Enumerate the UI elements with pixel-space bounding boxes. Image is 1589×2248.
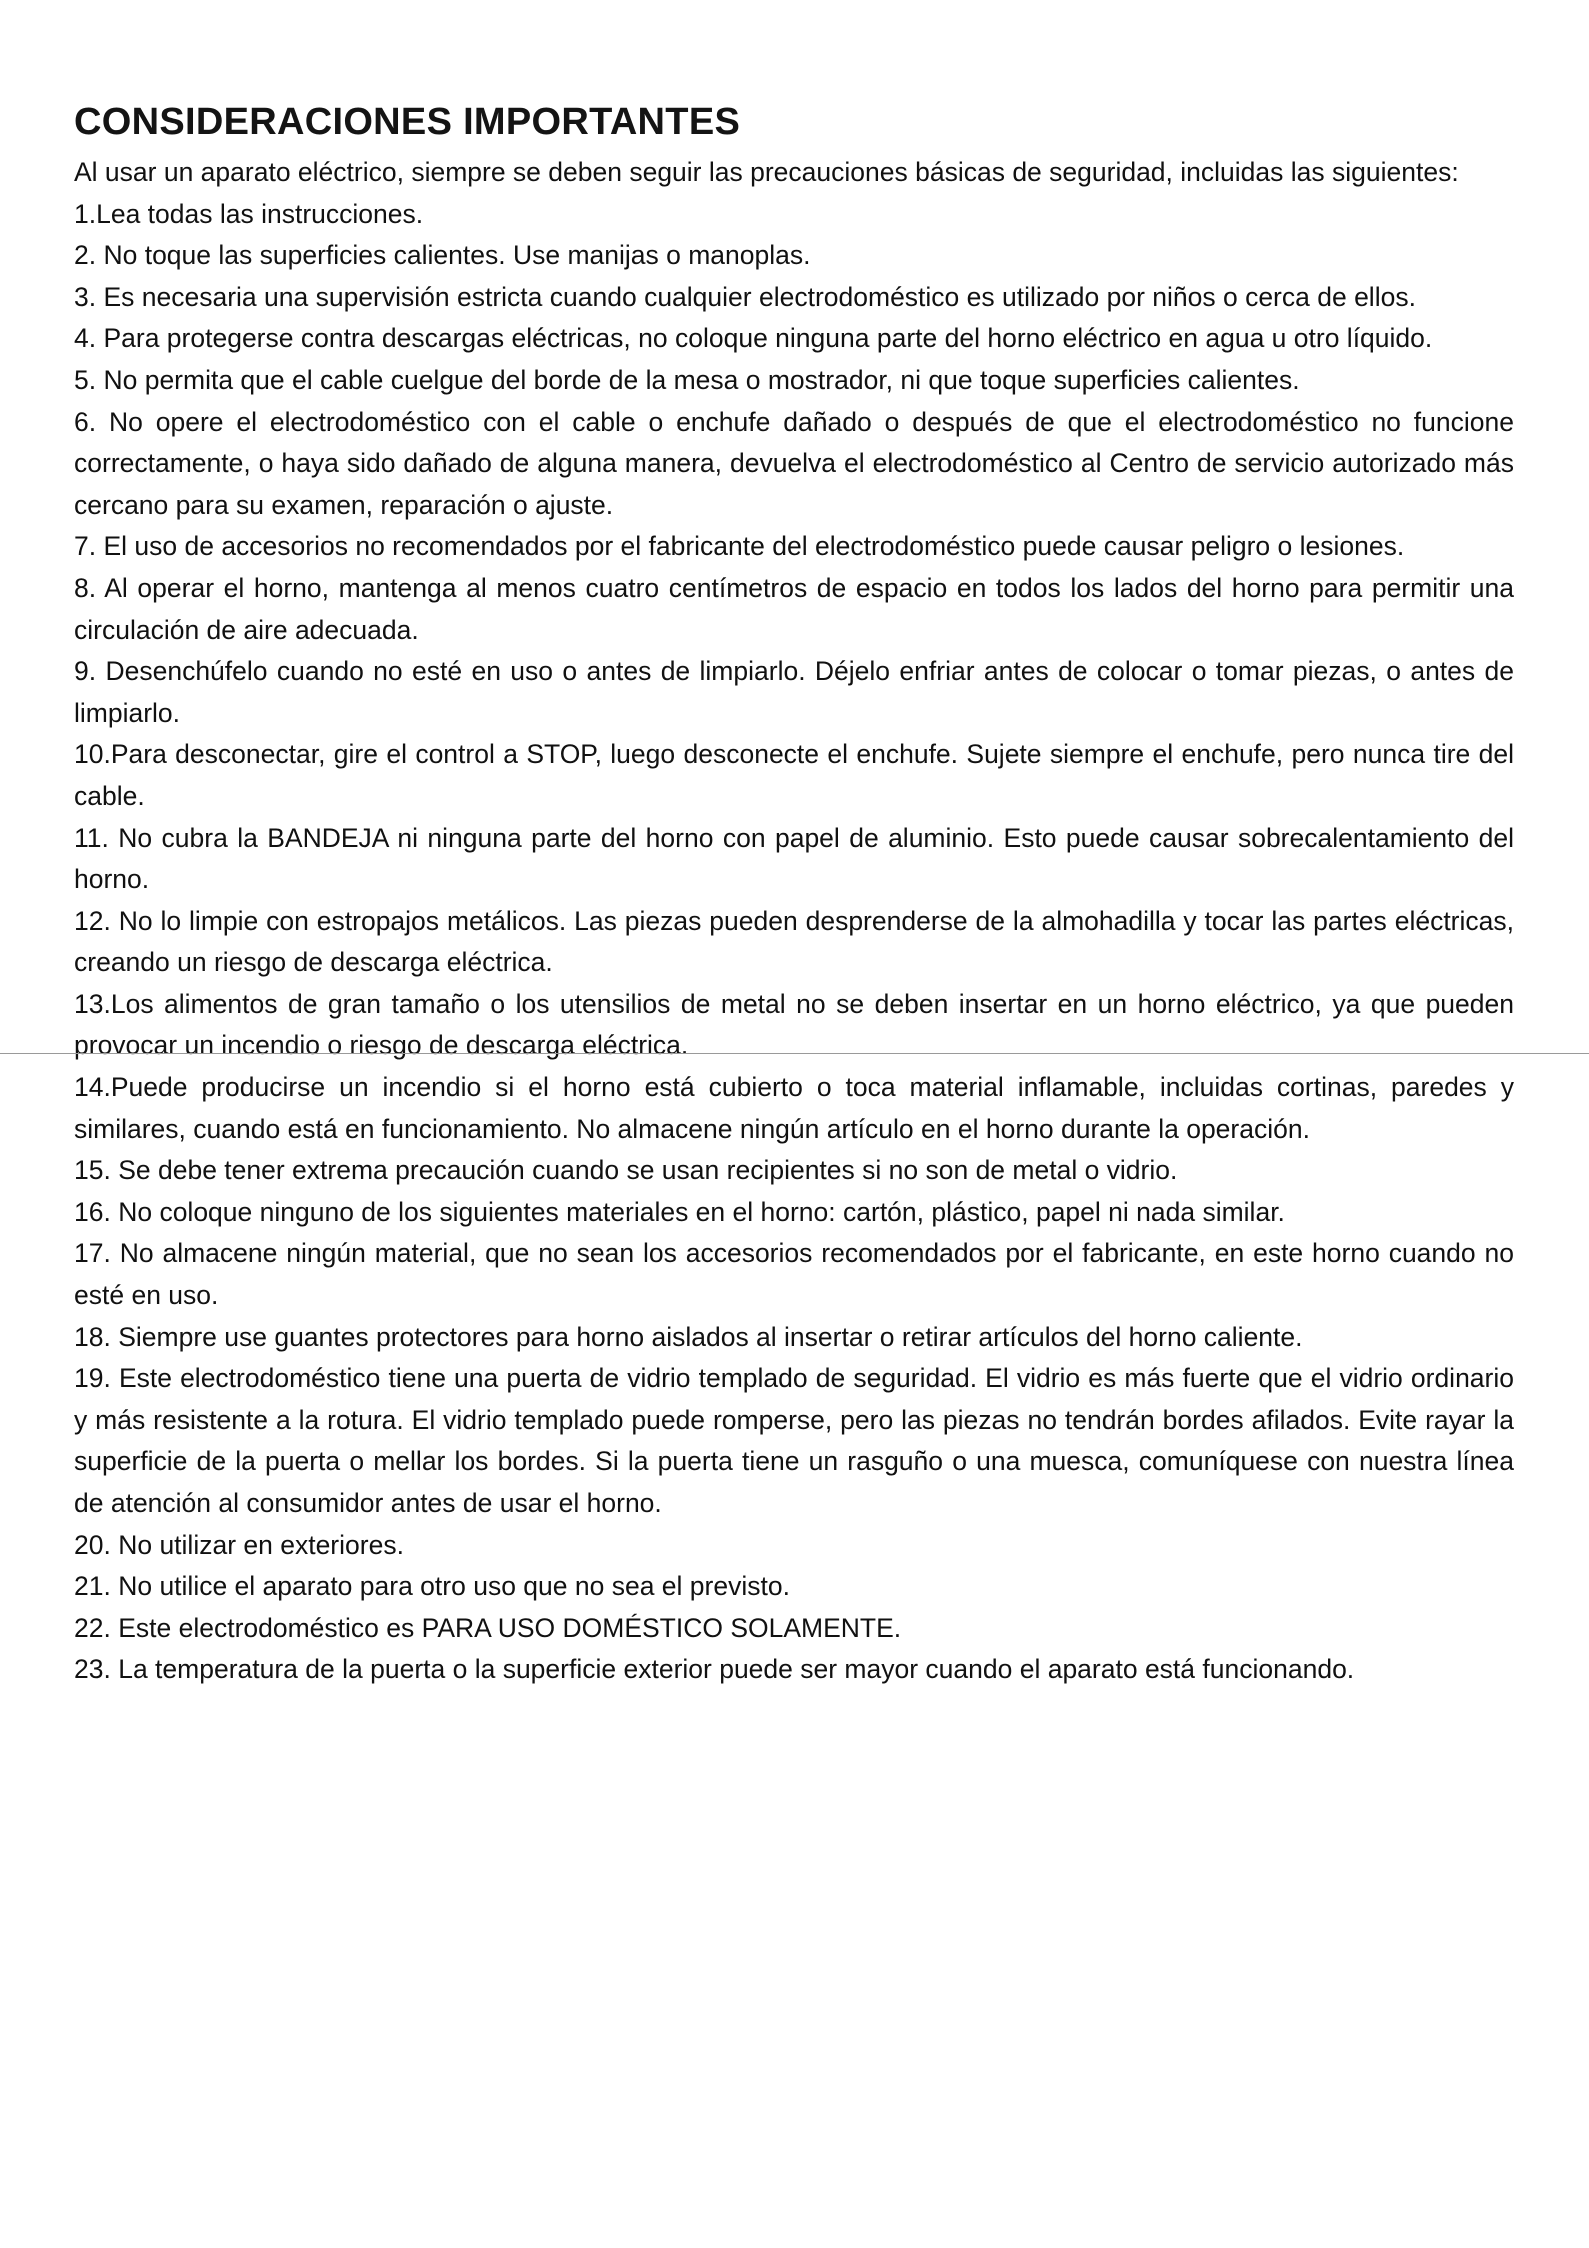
list-item: 20. No utilizar en exteriores. — [74, 1529, 404, 1560]
list-item: 7. El uso de accesorios no recomendados por el fabricante del electrodoméstico puede causar peligro o lesiones. — [74, 531, 1405, 562]
list-item: 12. No lo limpie con estropajos metálicos. Las piezas pueden desprenderse de la almohadilla y tocar las partes eléctricas, creando un riesgo de descarga eléctrica. — [74, 905, 1514, 978]
list-item: 15. Se debe tener extrema precaución cuando se usan recipientes si no son de metal o vidrio. — [74, 1155, 1178, 1186]
precautions-list — [74, 194, 1514, 1691]
list-item: 13.Los alimentos de gran tamaño o los utensilios de metal no se deben insertar en un horno eléctrico, ya que pueden provocar un incendio o riesgo de descarga eléctrica. — [74, 988, 1514, 1061]
list-item: 16. No coloque ninguno de los siguientes materiales en el horno: cartón, plástico, papel ni nada similar. — [74, 1196, 1285, 1227]
list-item: 10.Para desconectar, gire el control a STOP, luego desconecte el enchufe. Sujete siempre el enchufe, pero nunca tire del cable. — [74, 739, 1514, 811]
document-page — [74, 100, 1514, 1691]
intro-paragraph: Al usar un aparato eléctrico, siempre se deben seguir las precauciones básicas de seguridad, incluidas las siguientes: — [74, 157, 1459, 187]
list-item: 17. No almacene ningún material, que no sean los accesorios recomendados por el fabricante, en este horno cuando no esté en uso. — [74, 1238, 1514, 1311]
list-item: 4. Para protegerse contra descargas eléctricas, no coloque ninguna parte del horno eléctrico en agua u otro líquido. — [74, 323, 1433, 354]
list-item: 3. Es necesaria una supervisión estricta cuando cualquier electrodoméstico es utilizado por niños o cerca de ellos. — [74, 281, 1416, 312]
list-item: 18. Siempre use guantes protectores para horno aislados al insertar o retirar artículos del horno caliente. — [74, 1321, 1303, 1352]
list-item: 9. Desenchúfelo cuando no esté en uso o antes de limpiarlo. Déjelo enfriar antes de colocar o tomar piezas, o antes de limpiarlo. — [74, 656, 1514, 728]
list-item: 19. Este electrodoméstico tiene una puerta de vidrio templado de seguridad. El vidrio es más fuerte que el vidrio ordinario y más resistente a la rotura. El vidrio templado puede romperse, pero las piezas no tendrán bordes afilados. Evite rayar la superficie de la puerta o mellar los bordes. Si la puerta tiene un rasguño o una muesca, comuníquese con nuestra línea de atención al consumidor antes de usar el horno. — [74, 1363, 1514, 1518]
page-title: CONSIDERACIONES IMPORTANTES — [74, 101, 741, 143]
scan-divider-line — [0, 1053, 1589, 1054]
list-item: 21. No utilice el aparato para otro uso que no sea el previsto. — [74, 1571, 790, 1602]
list-item: 14.Puede producirse un incendio si el horno está cubierto o toca material inflamable, incluidas cortinas, paredes y similares, cuando está en funcionamiento. No almacene ningún artículo en el horno durante la operación. — [74, 1072, 1514, 1144]
list-item: 2. No toque las superficies calientes. Use manijas o manoplas. — [74, 240, 811, 271]
list-item: 1.Lea todas las instrucciones. — [74, 198, 424, 229]
list-item: 8. Al operar el horno, mantenga al menos cuatro centímetros de espacio en todos los lados del horno para permitir una circulación de aire adecuada. — [74, 572, 1514, 645]
list-item: 22. Este electrodoméstico es PARA USO DOMÉSTICO SOLAMENTE. — [74, 1612, 902, 1643]
list-item: 23. La temperatura de la puerta o la superficie exterior puede ser mayor cuando el aparato está funcionando. — [74, 1654, 1355, 1685]
list-item: 11. No cubra la BANDEJA ni ninguna parte del horno con papel de aluminio. Esto puede causar sobrecalentamiento del horno. — [74, 822, 1514, 895]
list-item: 6. No opere el electrodoméstico con el cable o enchufe dañado o después de que el electrodoméstico no funcione correctamente, o haya sido dañado de alguna manera, devuelva el electrodoméstico al Centro de servicio autorizado más cercano para su examen, reparación o ajuste. — [74, 406, 1514, 520]
list-item: 5. No permita que el cable cuelgue del borde de la mesa o mostrador, ni que toque superficies calientes. — [74, 364, 1300, 395]
